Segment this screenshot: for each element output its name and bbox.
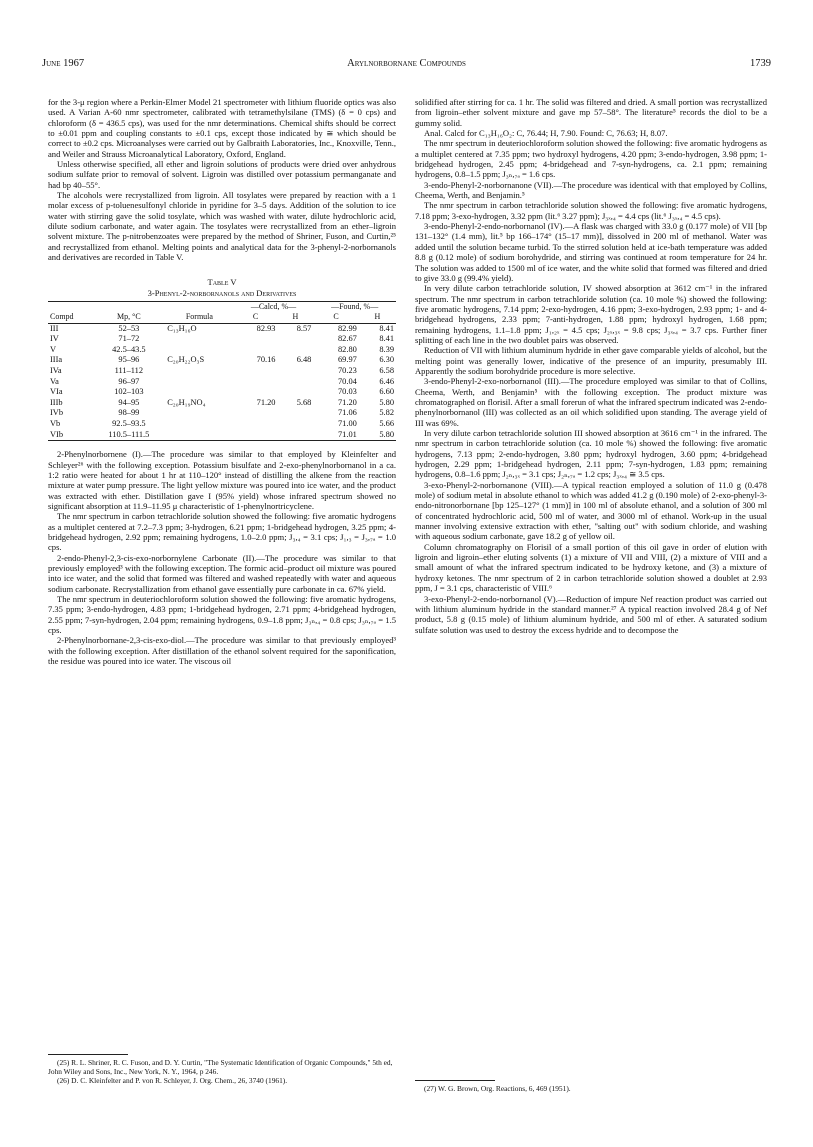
table-cell: 92.5–93.5	[112, 419, 146, 429]
table-row	[48, 355, 396, 366]
table-cell	[277, 366, 313, 377]
column-header: H	[277, 312, 313, 323]
table-cell	[277, 387, 313, 398]
table-cell: IVa	[50, 366, 62, 376]
table-cell: 6.48	[296, 355, 312, 365]
table-cell: VIb	[48, 430, 93, 441]
footnote: (27) W. G. Brown, Org. Reactions, 6, 469 (1951).	[424, 1084, 571, 1093]
table-cell	[234, 334, 278, 345]
table-row	[48, 366, 396, 377]
table-cell	[165, 345, 233, 356]
table-cell: 69.97	[337, 355, 357, 365]
table-cell	[277, 408, 313, 419]
paragraph: Unless otherwise specified, all ether and ligroin solutions of products were dried over anhydrous sodium sulfate prior to removal of solvent. Ligroin was distilled over potassium permanganate and had bp 40–55°.	[48, 159, 396, 190]
paragraph: In very dilute carbon tetrachloride solution, IV showed absorption at 3612 cm⁻¹ in the infrared spectrum. The nmr spectrum in carbon tetrachloride solution (ca. 10 mole %) showed the following: five aromatic hydrogens, 7.14 ppm; 2-exo-hydrogen, 4.16 ppm; 3-exo-hydrogen, 2.93 ppm; 1- and 4-bridgehead hydrogens, 2.33 ppm; 7-anti-hydrogen, 1.88 ppm; hydroxyl hydrogen, 1.68 ppm; remaining hydrogens, 1.1–1.8 ppm; J₁,₂ₓ = 4.5 cps; J₂ₓ,₃ₓ = 9.8 cps; J₃ₓ,₄ = 3.7 cps. Further finer splitting of each line in the two doublet pairs was observed.	[415, 283, 767, 345]
data-table	[48, 301, 396, 442]
paragraph: Reduction of VII with lithium aluminum hydride in ether gave comparable yields of alcohol, but the melting point was generally lower, indicative of the presence of an impurity, presumably III. Apparently the sodium borohydride procedure is more selective.	[415, 345, 767, 376]
table-cell	[165, 430, 233, 441]
page-header	[42, 58, 771, 72]
table-cell: 82.93	[256, 323, 276, 333]
paragraph: for the 3-μ region where a Perkin-Elmer Model 21 spectrometer with lithium fluoride optics was also used. A Varian A-60 nmr spectrometer, calibrated with tetramethylsilane (TMS) (δ = 0 cps) and chloroform (δ = 436.5 cps), was used for the nmr determinations. Chemical shifts should be correct to ±0.01 ppm and coupling constants to ±0.1 cps, except those indicated by ≅ which should be correct to ±0.2 cps. Microanalyses were carried out by Galbraith Laboratories, Inc., Knoxville, Tenn., and Weiler and Strauss Microanalytical Laboratory, Oxford, England.	[48, 97, 396, 159]
paragraph: 3-exo-Phenyl-2-norbornanone (VIII).—A typical reaction employed a solution of 11.0 g (0.478 mole) of sodium metal in absolute ethanol to which was added 41.2 g (0.190 mole) of 2-exo-phenyl-3-endo-nitronorbornane [bp 125–127° (1 mm)] in 100 ml of absolute ethanol, and a solution of 300 ml of concentrated hydrochloric acid, 500 ml of water, and 3000 ml of ethanol. Work-up in the usual manner involving extensive extraction with ether, "salting out" with sodium chloride, and washing with aqueous sodium carbonate, gave 18.2 g of yellow oil.	[415, 479, 767, 542]
table-cell: IIIa	[50, 355, 63, 365]
paragraph: 2-endo-Phenyl-2,3-cis-exo-norbornylene Carbonate (II).—The procedure was similar to that previously employed³ with the following exception. The formic acid–product oil mixture was poured into ice water, and the solid that formed was filtered and washed repeatedly with water and aqueous sodium carbonate. Recrystallization from ethanol gave essentially pure carbonate in ca. 67% yield.	[48, 552, 396, 594]
table-cell: 110.5–111.5	[93, 430, 166, 441]
table-cell: 8.41	[379, 323, 394, 333]
table-cell: 71.01	[313, 430, 358, 441]
table-cell	[165, 377, 233, 388]
table-cell: C₂₀H₁₉NO₄	[167, 397, 206, 407]
footnote-rule	[48, 1054, 128, 1055]
column-header: C	[313, 312, 358, 323]
column-header: Mp, °C	[93, 312, 166, 323]
table-cell	[234, 430, 278, 441]
table-row	[48, 323, 396, 334]
table-cell: III	[50, 323, 59, 333]
table-cell	[234, 345, 278, 356]
paragraph: The nmr spectrum in carbon tetrachloride solution showed the following: five aromatic hydrogens as a multiplet centered at 7.2–7.3 ppm; 3-hydrogen, 6.21 ppm; 1-bridgehead hydrogen, 3.25 ppm; 4-bridgehead hydrogen, 2.92 ppm; remaining hydrogens, 1.0–2.0 ppm; J₃,₄ = 3.1 cps; J₁,₃ = J₃,₇ₐ = 1.0 cps.	[48, 511, 396, 553]
footnote: (25) R. L. Shriner, R. C. Fuson, and D. Y. Curtin, "The Systematic Identification of Organic Compounds," 5th ed, John Wiley and Sons, Inc., New York, N. Y., 1964, p 246.	[48, 1058, 393, 1076]
table-row	[48, 430, 396, 441]
table-cell: IVb	[50, 408, 64, 418]
table-cell: 71.06	[337, 408, 357, 418]
table-cell: 71.00	[337, 419, 357, 429]
table-cell	[165, 419, 233, 430]
table-cell: 96–97	[118, 376, 140, 386]
paragraph: 3-exo-Phenyl-2-endo-norbornanol (V).—Reduction of impure Nef reaction product was carried out with lithium aluminum hydride in the standard manner.²⁷ A typical reaction involved 28.4 g of Nef product, 5.8 g (0.15 mole) of lithium aluminum hydride, and 500 ml of ether. A saturated sodium sulfate solution was used to destroy the excess hydride and to decompose the	[415, 593, 767, 635]
table-cell: 6.58	[379, 366, 394, 376]
table-cell: 8.41	[379, 334, 394, 344]
left-column	[48, 97, 396, 666]
table-cell: 6.46	[379, 376, 394, 386]
table-cell: 5.80	[379, 397, 394, 407]
table-cell	[234, 387, 278, 398]
table-cell: 8.57	[296, 323, 312, 333]
table-row	[48, 377, 396, 388]
table-row	[48, 387, 396, 398]
table-cell	[234, 377, 278, 388]
footnote-rule	[415, 1080, 495, 1081]
table-cell: IIIb	[50, 397, 63, 407]
table-cell: 52–53	[118, 323, 140, 333]
right-column	[415, 97, 767, 635]
table-cell: 71–72	[118, 334, 140, 344]
table-cell: 82.80	[337, 344, 357, 354]
table-cell	[165, 408, 233, 419]
table-cell: 5.68	[296, 397, 312, 407]
footnote: (26) D. C. Kleinfelter and P. von R. Schleyer, J. Org. Chem., 26, 3740 (1961).	[57, 1076, 288, 1085]
paragraph: 3-endo-Phenyl-2-norbornanone (VII).—The procedure was identical with that employed by Collins, Cheema, Werth, and Benjamin.⁵	[415, 179, 767, 201]
paragraph: The nmr spectrum in deuteriochloroform solution showed the following: five aromatic hydrogens as a multiplet centered at 7.35 ppm; two hydroxyl hydrogens, 4.20 ppm; 3-endo-hydrogen, 3.98 ppm; 1-bridgehead hydrogen, 2.45 ppm; 4-bridgehead and 7-syn-hydrogens, ca. 2.1 ppm; remaining hydrogens, 0.8–1.5 ppm; J₃ₙ,₇ₐ = 1.6 cps.	[415, 138, 767, 180]
column-header: H	[359, 312, 396, 323]
column-header: C	[234, 312, 278, 323]
table-cell	[165, 366, 233, 377]
table-row	[48, 408, 396, 419]
table-cell: 70.23	[337, 366, 357, 376]
paragraph: Anal. Calcd for C₁₃H₁₆O₂: C, 76.44; H, 7.90. Found: C, 76.63; H, 8.07.	[424, 128, 668, 139]
table-cell	[277, 334, 313, 345]
table-cell	[234, 419, 278, 430]
table-row	[48, 334, 396, 345]
table-cell	[277, 430, 313, 441]
paragraph: 2-Phenylnorbornane-2,3-cis-exo-diol.—The procedure was similar to that previously employed³ with the following exception. After distillation of the ethanol solvent required for the saponification, the residue was poured into ice water. The viscous oil	[48, 635, 396, 667]
table-cell	[165, 387, 233, 398]
column-header: Compd	[48, 312, 93, 323]
header-page-number: 1739	[750, 58, 771, 69]
table-cell	[234, 366, 278, 377]
table-cell: C₂₀H₂₂O₃S	[167, 355, 205, 365]
table-row	[48, 345, 396, 356]
table-cell: 71.20	[337, 397, 357, 407]
table-cell	[277, 377, 313, 388]
table-cell: IV	[50, 334, 59, 344]
table-cell: 82.67	[337, 334, 357, 344]
group-header-calcd: —Calcd, %—	[234, 301, 314, 312]
table-cell: Vb	[50, 419, 61, 429]
table-cell: 70.04	[337, 376, 357, 386]
footnotes-left	[48, 1047, 396, 1085]
paragraph: In very dilute carbon tetrachloride solution III showed absorption at 3616 cm⁻¹ in the infrared. The nmr spectrum in carbon tetrachloride solution (ca. 10 mole %) showed the following: five aromatic hydrogens, 7.13 ppm; 2-endo-hydrogen, 3.80 ppm; hydroxyl hydrogen, 3.60 ppm; 4-bridgehead hydrogen, 2.29 ppm; 1-bridgehead hydrogen, 2.11 ppm; 7-syn-hydrogen, 1.83 ppm; remaining hydrogens, 0.8–1.6 ppm; J₂ₙ,₃ₓ = 3.1 cps; J₂ₙ,₇ₐ = 1.2 cps; J₃ₓ,₄ ≅ 3.5 cps.	[415, 428, 767, 480]
table-cell: 82.99	[337, 323, 357, 333]
footnotes-right	[415, 1073, 767, 1093]
table-cell: 6.60	[379, 387, 394, 397]
paragraph: 2-Phenylnorbornene (I).—The procedure was similar to that employed by Kleinfelter and Schleyer²⁶ with the following exception. Potassium bisulfate and 2-exo-phenylnorbornanol in a ca. 1:2 ratio were heated for about 1 hr at 110–120° instead of distilling the alkene from the reaction mixture at water pump pressure. The light yellow mixture was poured into ice water, and the product was extracted with ether. Distillation gave I (95% yield) whose infrared spectrum showed no significant absorption at 11.9–11.95 μ characteristic of 1-phenylnortricyclene.	[48, 449, 396, 511]
table-cell: 111–112	[114, 366, 144, 376]
table-cell: 8.39	[379, 344, 394, 354]
paragraph: 3-endo-Phenyl-2-exo-norbornanol (III).—The procedure employed was similar to that of Collins, Cheema, Werth, and Benjamin⁵ with the following exception. The product mixture was chromatographed on florisil. After a small forerun of what the infrared spectrum indicated was 2-endo-phenylnorbornanol (III) was collected as an oil which solidified upon standing. The average yield of III was 69%.	[415, 376, 767, 428]
table-cell: 70.16	[256, 355, 276, 365]
table-cell: 6.30	[379, 355, 394, 365]
table-cell	[234, 408, 278, 419]
paragraph: 3-endo-Phenyl-2-endo-norbornanol (IV).—A flask was charged with 33.0 g (0.177 mole) of VII [bp 131–132° (1.4 mm), lit.⁵ bp 166–174° (15–17 mm)], dissolved in 200 ml of methanol. Water was added until the solution became turbid. To the stirred solution held at ice-bath temperature was added 8.8 g (0.12 mole) of sodium borohydride, and stirring was continued at room temperature for 24 hr. The solution was added to 1500 ml of ice water, and the white solid that formed was filtered and dried to give 33.0 g (99.4% yield).	[415, 221, 767, 283]
table-cell: 5.80	[359, 430, 396, 441]
table-cell: 70.03	[337, 387, 357, 397]
table-cell: 5.66	[379, 419, 394, 429]
table-cell	[165, 334, 233, 345]
table-cell: 42.5–43.5	[112, 344, 146, 354]
table-cell: 95–96	[118, 355, 140, 365]
table-title: Table V	[207, 276, 237, 287]
table-cell: 98–99	[118, 408, 140, 418]
paragraph: The nmr spectrum in deuteriochloroform solution showed the following: five aromatic hydrogens, 7.35 ppm; 3-endo-hydrogen, 4.83 ppm; 1-bridgehead hydrogen, 2.71 ppm; 4-bridgehead hydrogen, 2.55 ppm; 7-syn-hydrogen, 2.04 ppm; remaining hydrogens, 0.9–1.8 ppm; J₃ₙ,₄ = 0.8 cps; J₃ₙ,₇ₐ = 1.5 cps.	[48, 594, 396, 636]
paragraph: solidified after stirring for ca. 1 hr. The solid was filtered and dried. A small portion was recrystallized from ligroin–ether solvent mixture and gave mp 57–58°. The literature⁵ records the diol to be a gummy solid.	[415, 97, 767, 128]
table-cell: VIa	[50, 387, 63, 397]
table-cell	[277, 419, 313, 430]
paragraph: Column chromatography on Florisil of a small portion of this oil gave in order of elution with ligroin and ligroin–ether eluting solvents (1) a mixture of VII and VIII, (2) a mixture of VIII and a small amount of what the infrared spectrum indicated to be hydroxy ketone, and (3) a mixture of hydroxy ketones. The nmr spectrum of 2 in carbon tetrachloride solution showed a doublet at 2.93 ppm, J = 3.1 cps, characteristic of VIII.⁶	[415, 541, 767, 594]
table-cell: C₁₃H₁₆O	[167, 323, 197, 333]
table-cell: V	[50, 344, 57, 354]
paragraph: The alcohols were recrystallized from ligroin. All tosylates were prepared by reaction with a 1 molar excess of p-toluenesulfonyl chloride in pyridine for 3–5 days. Addition of the solution to ice water with stirring gave the solid tosylate, which was washed with water, dilute hydrochloric acid, dilute sodium carbonate, and water again. The tosylates were recrystallized from an ether–ligroin solvent mixture. The p-nitrobenzoates were prepared by the method of Shriner, Fuson, and Curtin,²⁵ and recrystallized from ethanol. Melting points and analytical data for the 3-phenyl-2-norbornanols and derivatives are recorded in Table V.	[48, 190, 396, 263]
table-cell: 102–103	[114, 387, 144, 397]
table-cell: Va	[50, 376, 59, 386]
table-cell: 5.82	[379, 408, 394, 418]
table-cell: 71.20	[256, 397, 276, 407]
table-v	[48, 277, 396, 442]
header-running-title: Arylnorbornane Compounds	[347, 58, 466, 69]
table-row	[48, 398, 396, 409]
column-header: Formula	[165, 312, 233, 323]
table-cell	[277, 345, 313, 356]
table-cell: 94–95	[118, 397, 140, 407]
group-header-found: —Found, %—	[313, 301, 396, 312]
table-row	[48, 419, 396, 430]
paragraph: The nmr spectrum in carbon tetrachloride solution showed the following: five aromatic hydrogens, 7.18 ppm; 3-exo-hydrogen, 3.32 ppm (lit.⁶ 3.27 ppm); J₃ₓ,₄ = 4.4 cps (lit.⁶ J₃ₓ,₄ = 4.5 cps).	[415, 200, 767, 221]
header-date: June 1967	[42, 58, 85, 69]
table-subtitle: 3-Phenyl-2-norbornanols and Derivatives	[147, 287, 297, 298]
